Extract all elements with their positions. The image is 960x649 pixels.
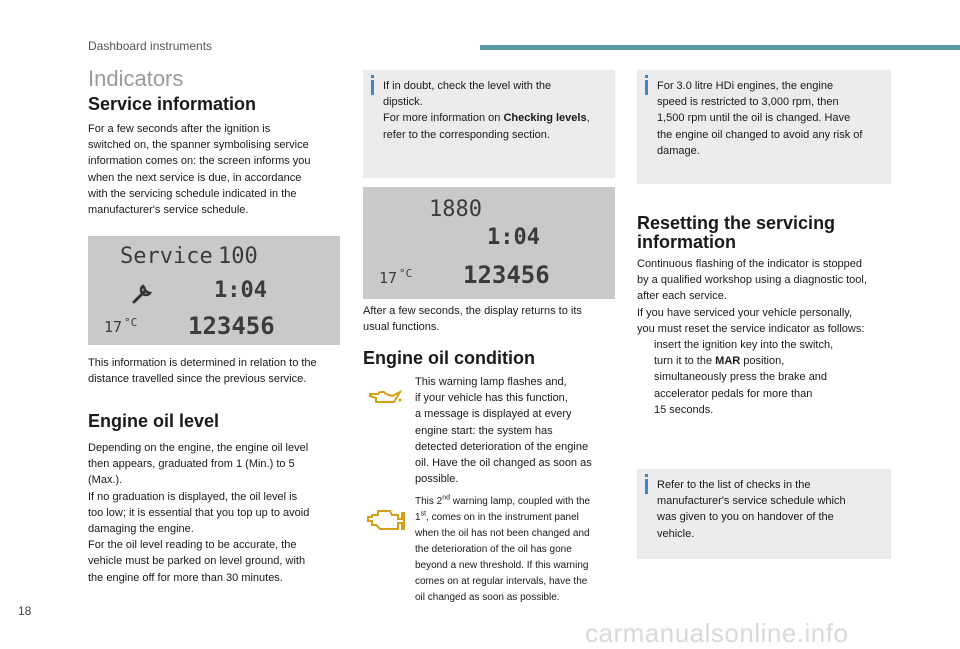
step-2: turn it to the MAR position, — [654, 355, 785, 368]
display-service-value: 100 — [218, 244, 258, 269]
running-header: Dashboard instruments — [88, 39, 213, 53]
page-title: Indicators — [88, 66, 184, 91]
info-icon — [371, 75, 374, 78]
display2-odometer: 123456 — [463, 261, 550, 289]
page-number: 18 — [18, 604, 32, 618]
service-paragraph: For a few seconds after the ignition is switched on, the spanner symbolising service information comes on: the screen informs you when the next service is due, in accordance with the servicing schedule indicated in the manufacturer's service schedule. — [88, 123, 311, 217]
watermark: carmanualsonline.info — [585, 618, 849, 648]
info-icon — [645, 75, 648, 78]
display-temperature: 17 — [104, 318, 123, 336]
header-rule — [480, 45, 960, 50]
spanner-icon — [130, 280, 156, 311]
display2-temperature-unit: °C — [399, 267, 413, 280]
step-1: insert the ignition key into the switch, — [654, 339, 834, 352]
engine-warning-icon — [366, 505, 406, 540]
oil-condition-paragraph-2: This 2nd warning lamp, coupled with the 1st, comes on in the instrument panel when the oil has not been changed and the deterioration of the oil has gone beyond a new threshold. If this warning comes on at regular intervals, have the oil changed as soon as possible. — [415, 494, 591, 603]
display2-value: 1880 — [429, 197, 482, 222]
heading-resetting-servicing: Resetting the servicing information — [637, 213, 836, 252]
heading-service-information: Service information — [88, 94, 257, 114]
display-temperature-unit: °C — [124, 316, 138, 329]
note-service-schedule: Refer to the list of checks in the manufacturer's service schedule which was given to you on handover of the vehicle. — [637, 469, 891, 559]
note-hdi-engine: For 3.0 litre HDi engines, the engine speed is restricted to 3,000 rpm, then 1,500 rpm until the oil is changed. Have the engine oil changed to avoid any risk of damage. — [637, 70, 891, 184]
heading-engine-oil-condition: Engine oil condition — [363, 348, 535, 368]
oil-can-icon — [368, 388, 402, 413]
service-display-image — [88, 236, 340, 345]
oil-condition-paragraph-1: This warning lamp flashes and, if your vehicle has this function, a message is displayed at every engine start: the system has detected deterioration of the engine oil. Have the oil changed as soon as possible. — [415, 376, 592, 486]
heading-engine-oil-level: Engine oil level — [88, 411, 220, 431]
display-service-label: Service — [120, 244, 213, 269]
resetting-paragraph: Continuous flashing of the indicator is stopped by a qualified workshop using a diagnostic tool, after each service. If you have serviced your vehicle personally, you must reset the service indicator as follows: insert the ignition key into the switch, turn it to the MAR position, simultaneously press the brake and accelerator pedals for more than 15 seconds. — [637, 256, 891, 418]
oil-level-display-image — [363, 187, 615, 299]
display-service-time: 1:04 — [214, 278, 267, 303]
display-odometer: 123456 — [188, 312, 275, 340]
after-display-paragraph: After a few seconds, the display returns to its usual functions. — [363, 305, 582, 334]
display2-temperature: 17 — [379, 269, 398, 287]
service-determination-paragraph: This information is determined in relation to the distance travelled since the previous service. — [88, 357, 317, 386]
display2-time: 1:04 — [487, 225, 540, 250]
oil-level-paragraph: Depending on the engine, the engine oil level then appears, graduated from 1 (Min.) to 5 (Max.). If no graduation is displayed, the oil level is too low; it is essential that you top up to avoid damaging the engine. For the oil level reading to be accurate, the vehicle must be parked on level ground, with the engine off for more than 30 minutes. — [88, 442, 310, 584]
info-icon — [645, 474, 648, 477]
step-3: simultaneously press the brake and — [654, 371, 828, 384]
note-check-level: If in doubt, check the level with the dipstick. For more information on Checking levels, refer to the corresponding section. — [363, 70, 615, 178]
